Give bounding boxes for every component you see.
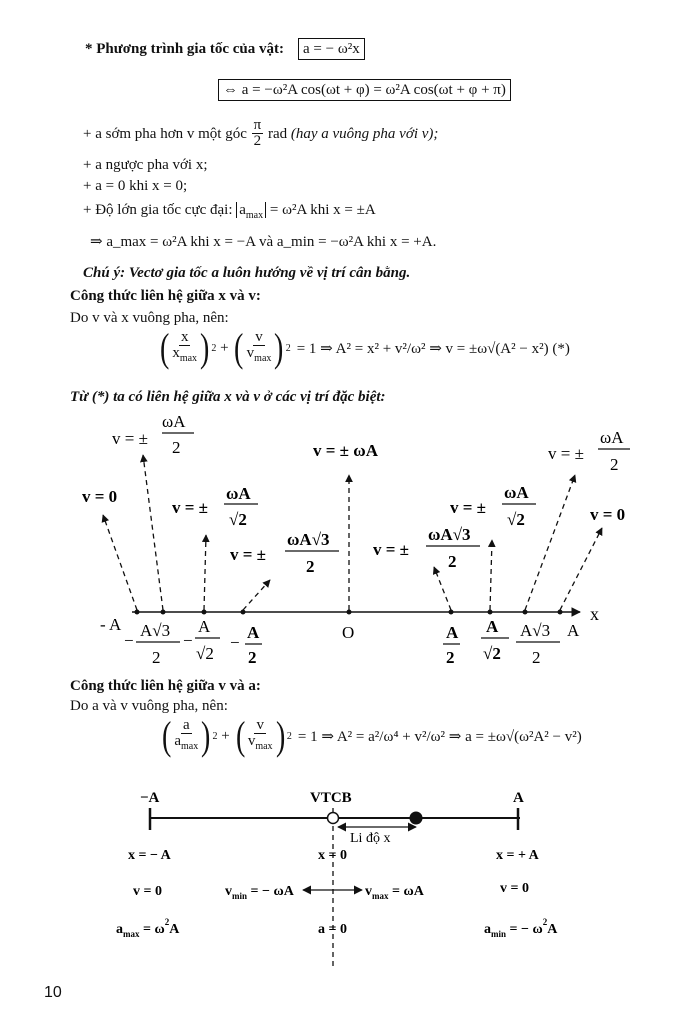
frac-num-omegaA-root3: ωA√3 xyxy=(287,530,330,549)
right-paren: ) xyxy=(275,713,285,758)
v-numerator: v xyxy=(255,329,263,345)
point-A-root2 xyxy=(488,610,493,615)
bullet-zero-accel: + a = 0 khi x = 0; xyxy=(83,178,188,194)
a-center: a = 0 xyxy=(318,922,347,937)
pi-denominator: 2 xyxy=(253,133,262,149)
frac-den-root2: √2 xyxy=(229,510,247,529)
rad-unit: rad xyxy=(267,125,288,142)
label-v-half-right-frac xyxy=(598,428,630,474)
x-max-denominator: $x_{max}$ xyxy=(172,345,198,364)
displacement-label: Li độ x xyxy=(350,831,391,846)
tick-minus-A-half xyxy=(230,623,262,667)
label-v-root3-left-frac xyxy=(285,530,339,576)
minus-sign: − xyxy=(124,631,134,650)
tick-A: A xyxy=(567,621,580,640)
tick-minus-A: - A xyxy=(100,615,122,634)
frac-den-2: 2 xyxy=(172,438,181,457)
accel-heading: * Phương trình gia tốc của vật: xyxy=(85,41,284,57)
v-max-denominator: $v_{max}$ xyxy=(247,733,273,752)
label-v-root3-right-frac xyxy=(426,525,480,571)
accel-expanded-formula: ⇔ a = −ω²A cos(ωt + φ) = ω²A cos(ωt + φ + π) xyxy=(218,79,511,101)
bullet-max-accel xyxy=(83,201,376,225)
frac-num-omegaA-root3: ωA√3 xyxy=(428,525,471,544)
label-A: A xyxy=(513,790,524,806)
va-formula xyxy=(160,713,582,758)
arrow-vhalf-right xyxy=(525,475,575,610)
a-max: $a_{max} = \omega^2A$ xyxy=(116,917,180,939)
xv-intro: Do v và x vuông pha, nên: xyxy=(70,310,229,326)
tick-num: A xyxy=(247,623,260,642)
left-paren: ( xyxy=(235,713,245,758)
arrow-v0-right xyxy=(560,528,602,610)
a-over-amax xyxy=(174,718,198,754)
arrow-vroot3-right xyxy=(434,567,451,610)
v-min: $v_{min}$ = − ωA xyxy=(225,884,294,901)
pi-symbol: π xyxy=(253,117,262,133)
bullet-antiphase: + a ngược pha với x; xyxy=(83,157,208,173)
right-paren: ) xyxy=(274,325,284,370)
point-minus-A-half xyxy=(241,610,246,615)
point-A-half xyxy=(449,610,454,615)
arrow-vroot2-right xyxy=(490,540,492,610)
v-max: $v_{max} = \omega A$ xyxy=(365,884,424,901)
left-paren: ( xyxy=(159,325,170,370)
tick-minus-A-root3 xyxy=(124,621,180,667)
bullet-max-accel-text: + Độ lớn gia tốc cực đại: xyxy=(83,202,233,218)
v-numerator: v xyxy=(256,717,264,733)
frac-den-2: 2 xyxy=(306,557,315,576)
label-vtcb: VTCB xyxy=(310,790,352,806)
xv-position-diagram xyxy=(0,400,681,680)
point-A-root3 xyxy=(523,610,528,615)
label-v-half-left-frac xyxy=(162,412,194,457)
xv-heading: Công thức liên hệ giữa x và v: xyxy=(70,288,261,304)
bullet-max-accel-formula: = ω²A khi x = ±A xyxy=(269,202,376,218)
tick-num: A xyxy=(446,623,459,642)
page-number: 10 xyxy=(44,984,62,1001)
point-origin xyxy=(347,610,352,615)
pi-over-2-fraction xyxy=(252,118,264,149)
velocity-arrows xyxy=(103,455,602,610)
tick-num: A√3 xyxy=(140,621,171,640)
va-heading: Công thức liên hệ giữa v và a: xyxy=(70,678,261,694)
left-paren: ( xyxy=(161,713,172,758)
tick-origin: O xyxy=(342,623,355,642)
label-v0-right: v = 0 xyxy=(590,505,626,524)
tick-den: 2 xyxy=(532,648,541,667)
point-minus-A-root2 xyxy=(202,610,207,615)
object-point xyxy=(410,812,423,825)
frac-num-omegaA: ωA xyxy=(504,483,529,502)
a-min: $a_{min}$ = − $\omega^2A$ xyxy=(484,917,558,939)
accel-implication: ⇒ a_max = ω²A khi x = −A và a_min = −ω²A khi x = +A. xyxy=(90,234,437,250)
tick-num: A xyxy=(198,617,211,636)
accel-note: Chú ý: Vectơ gia tốc a luôn hướng về vị trí cân bằng. xyxy=(83,265,411,281)
arrow-v0-left xyxy=(103,515,137,610)
va-intro: Do a và v vuông pha, nên: xyxy=(70,698,228,714)
v-max-denominator: $v_{max}$ xyxy=(246,345,272,364)
va-formula-tail: = 1 ⇒ A² = a²/ω⁴ + v²/ω² ⇒ a = ±ω√(ω²A² − v²) xyxy=(297,728,582,745)
abs-amax: $a_{max}$ xyxy=(236,202,266,218)
label-v-root2-right-frac xyxy=(502,483,536,529)
label-v-root2-left-frac xyxy=(224,484,258,529)
tick-num: A xyxy=(486,617,499,636)
x-over-xmax xyxy=(172,330,197,366)
label-v-max: v = ± ωA xyxy=(313,441,378,460)
frac-num-omegaA: ωA xyxy=(226,484,251,503)
label-v-root2-left-prefix: v = ± xyxy=(172,498,209,517)
square-exp: 2 xyxy=(286,730,292,742)
a-numerator: a xyxy=(182,717,190,733)
right-paren: ) xyxy=(200,325,210,370)
point-minus-A xyxy=(135,610,140,615)
tick-A-half xyxy=(443,623,460,667)
tick-minus-A-root2 xyxy=(183,617,220,663)
label-v-root3-right-prefix: v = ± xyxy=(373,540,410,559)
frac-den-2: 2 xyxy=(610,455,619,474)
label-v-root2-right-prefix: v = ± xyxy=(450,498,487,517)
point-minus-A-root3 xyxy=(161,610,166,615)
tick-den: √2 xyxy=(196,644,214,663)
minus-sign: − xyxy=(230,633,240,652)
xv-formula-tail: = 1 ⇒ A² = x² + v²/ω² ⇒ v = ±ω√(A² − x²) (*) xyxy=(296,340,570,357)
v-over-vmax xyxy=(247,330,272,366)
tick-den: 2 xyxy=(248,648,257,667)
left-paren: ( xyxy=(234,325,244,370)
tick-den: 2 xyxy=(446,648,455,667)
x-left: x = − A xyxy=(128,848,171,863)
bullet-phase-note: (hay a vuông pha với v); xyxy=(290,125,439,142)
label-v0-left: v = 0 xyxy=(82,487,118,506)
frac-den-2: 2 xyxy=(448,552,457,571)
v-right: v = 0 xyxy=(500,881,529,896)
square-exp: 2 xyxy=(212,730,218,742)
arrow-vroot2-left xyxy=(204,535,206,610)
label-v-half-right-prefix: v = ± xyxy=(548,444,584,463)
xv-formula xyxy=(158,325,570,370)
right-paren: ) xyxy=(201,713,211,758)
tick-A-root3 xyxy=(516,621,560,667)
plus-sign: + xyxy=(217,727,234,744)
arrow-vroot3-left xyxy=(243,580,270,610)
bullet-phase-lead-text: + a sớm pha hơn v một góc xyxy=(83,125,247,142)
label-minus-A: −A xyxy=(140,790,160,806)
frac-den-root2: √2 xyxy=(507,510,525,529)
square-exp: 2 xyxy=(211,342,217,354)
accel-boxed-formula: a = − ω²x xyxy=(298,38,365,60)
x-right: x = + A xyxy=(496,848,539,863)
tick-den: 2 xyxy=(152,648,161,667)
bullet-phase-lead xyxy=(83,118,438,149)
a-max-denominator: $a_{max}$ xyxy=(174,733,199,752)
v-over-vmax xyxy=(248,718,273,754)
x-center: x = 0 xyxy=(318,848,347,863)
frac-num-omegaA: ωA xyxy=(600,428,624,447)
va-motion-diagram xyxy=(0,780,681,970)
label-v-half-left-prefix: v = ± xyxy=(112,429,148,448)
tick-num: A√3 xyxy=(520,621,551,640)
tick-den: √2 xyxy=(483,644,501,663)
v-left: v = 0 xyxy=(133,884,162,899)
xv-diagram-caption: Từ (*) ta có liên hệ giữa x và v ở các vị trí đặc biệt: xyxy=(70,389,386,405)
equilibrium-point xyxy=(328,813,339,824)
tick-A-root2 xyxy=(481,617,509,663)
x-axis-label: x xyxy=(590,604,599,624)
plus-sign: + xyxy=(216,339,233,356)
x-numerator: x xyxy=(180,329,189,345)
arrow-vhalf-left xyxy=(143,455,163,610)
frac-num-omegaA: ωA xyxy=(162,412,186,431)
square-exp: 2 xyxy=(285,342,291,354)
point-A xyxy=(558,610,563,615)
label-v-root3-left-prefix: v = ± xyxy=(230,545,267,564)
minus-sign: − xyxy=(183,631,193,650)
